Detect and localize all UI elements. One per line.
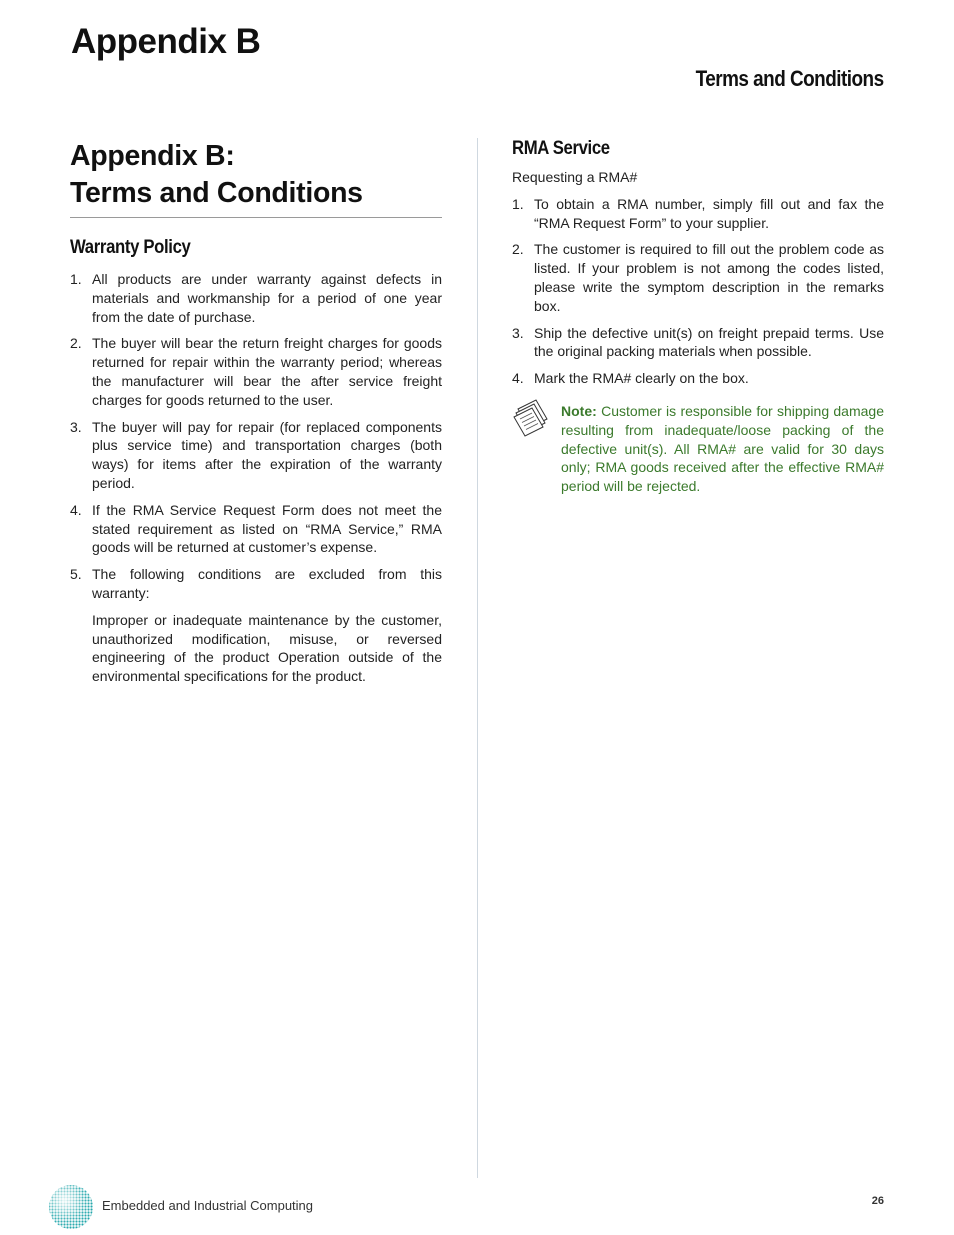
item-text: The buyer will bear the return freight charges for goods returned for repair within the warranty period; whereas the manufacturer will bear the after service freight charges for goods returned to the user. <box>92 335 442 408</box>
item-text: The buyer will pay for repair (for replaced components plus service time) and transportation charges (both ways) for items after the expiration of the warranty period. <box>92 418 442 491</box>
right-column <box>512 138 884 496</box>
column-divider <box>477 138 478 1178</box>
page-heading <box>70 138 442 212</box>
item-text: Ship the defective unit(s) on freight prepaid terms. Use the original packing materials when possible. <box>534 324 884 360</box>
page-heading-line1: Appendix B: <box>70 140 235 172</box>
document-chapter-title: Appendix B <box>71 22 261 61</box>
item-text: Mark the RMA# clearly on the box. <box>534 370 749 387</box>
rma-item-3 <box>512 324 884 362</box>
note-label: Note: <box>561 402 597 419</box>
footer-tagline: Embedded and Industrial Computing <box>102 1198 314 1213</box>
page-heading-line2: Terms and Conditions <box>70 177 363 209</box>
note-body: Customer is responsible for shipping damage resulting from inadequate/loose packing of the defective unit(s). All RMA# are valid for 30 days only; RMA goods received after the effective RMA# period will be rejected. <box>561 402 884 495</box>
item-number: 2. <box>70 335 82 352</box>
warranty-item-1 <box>70 270 442 326</box>
warranty-item-5 <box>70 565 442 686</box>
exclusions-paragraph: Improper or inadequate maintenance by the customer, unauthorized modification, misuse, or reversed engineering of the product Operation outside of the environmental specifications for the product. <box>92 611 442 685</box>
rma-service-heading: RMA Service <box>512 138 610 159</box>
rma-intro: Requesting a RMA# <box>512 169 638 185</box>
rma-item-1 <box>512 195 884 233</box>
item-number: 5. <box>70 566 82 583</box>
warranty-item-3 <box>70 418 442 493</box>
item-number: 4. <box>512 370 524 387</box>
item-text: To obtain a RMA number, simply fill out and fax the “RMA Request Form” to your supplier. <box>534 195 884 231</box>
item-text: The following conditions are excluded from this warranty: <box>92 566 442 601</box>
item-number: 3. <box>512 324 524 341</box>
note-text <box>561 402 884 496</box>
item-number: 1. <box>70 271 82 287</box>
rma-item-2 <box>512 240 884 315</box>
note-paper-icon <box>512 397 550 437</box>
item-text: If the RMA Service Request Form does not meet the stated requirement as listed on “RMA Service,” RMA goods will be returned at customer’s expense. <box>92 501 442 556</box>
warranty-list <box>70 270 442 686</box>
item-number: 3. <box>70 418 82 435</box>
item-number: 4. <box>70 501 82 518</box>
document-section-title: Terms and Conditions <box>695 66 884 91</box>
warranty-item-4 <box>70 501 442 557</box>
note-callout <box>512 402 884 496</box>
heading-rule <box>70 217 442 218</box>
item-text: All products are under warranty against defects in materials and workmanship for a period of one year from the date of purchase. <box>92 271 442 325</box>
page-number: 26 <box>871 1195 884 1207</box>
item-text: The customer is required to fill out the problem code as listed. If your problem is not among the codes listed, please write the symptom description in the remarks box. <box>534 241 884 314</box>
warranty-policy-heading: Warranty Policy <box>70 237 191 258</box>
rma-list <box>512 195 884 388</box>
left-column <box>70 138 442 694</box>
rma-item-4 <box>512 369 884 388</box>
globe-dots-logo-icon <box>48 1184 94 1230</box>
item-number: 1. <box>512 195 524 212</box>
warranty-item-2 <box>70 334 442 409</box>
item-number: 2. <box>512 241 524 258</box>
